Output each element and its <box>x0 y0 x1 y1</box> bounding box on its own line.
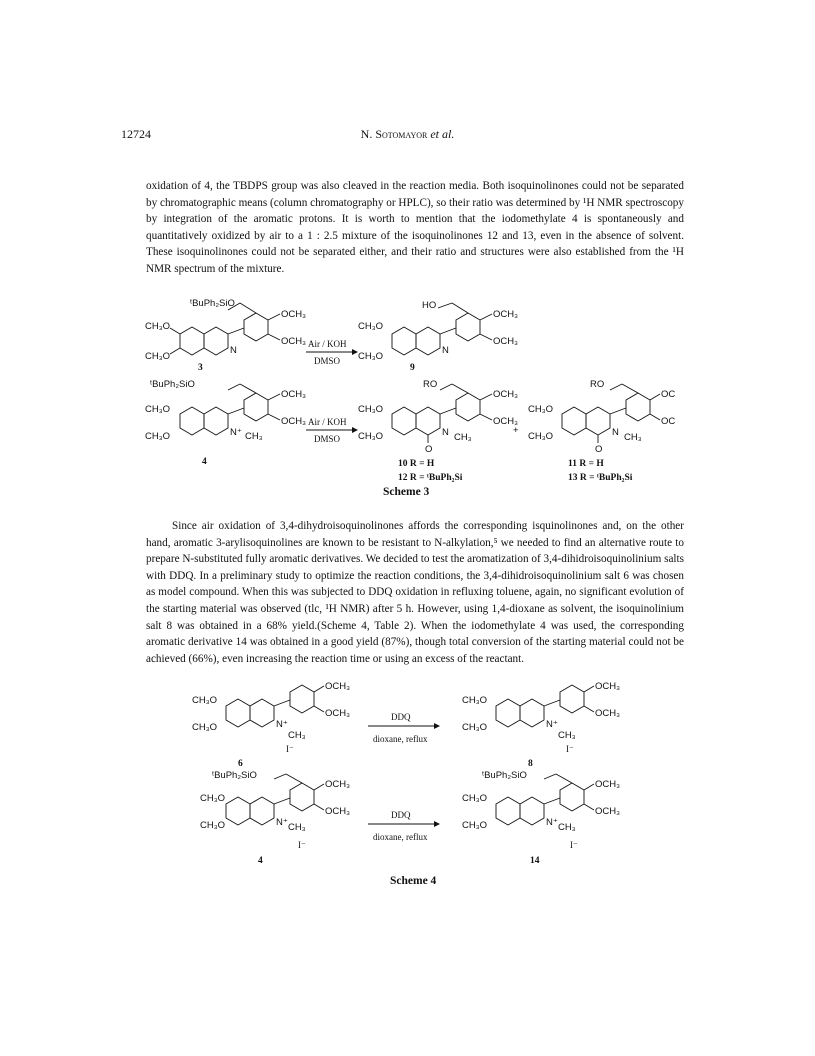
o-label: O <box>595 444 603 455</box>
reagent-air-koh: Air / KOH <box>308 417 347 427</box>
och3-label: OCH₃ <box>281 389 306 400</box>
tbdps-label: ᵗBuPh₂SiO <box>150 379 195 390</box>
compound-10-12-structure <box>358 379 518 455</box>
ch3o-label: CH₃O <box>145 431 170 442</box>
compound-3-label: 3 <box>198 363 203 373</box>
och3-label: OCH₃ <box>595 681 620 692</box>
reagent-dmso: DMSO <box>314 356 341 366</box>
ch3-label: CH₃ <box>558 822 576 833</box>
tbdps-label: ᵗBuPh₂SiO <box>212 770 257 781</box>
reagent-dmso: DMSO <box>314 434 341 444</box>
n-label: N <box>612 427 619 438</box>
och3-label: OCH₃ <box>281 416 306 427</box>
running-head-author: N. Sotomayor <box>360 127 428 141</box>
ch3o-label: CH₃O <box>145 404 170 415</box>
ch3o-label: CH₃O <box>462 695 487 706</box>
tbdps-label: ᵗBuPh₂SiO <box>482 770 527 781</box>
ch3o-label: CH₃O <box>528 404 553 415</box>
iodide-label: I⁻ <box>286 744 294 754</box>
compound-9-structure <box>358 300 518 362</box>
compound-4-structure <box>200 770 350 850</box>
och3-label: OCH₃ <box>595 708 620 719</box>
n-plus-label: N⁺ <box>276 817 288 828</box>
och3-label: OCH₃ <box>493 389 518 400</box>
plus-sign: + <box>513 425 519 436</box>
reagent-dioxane: dioxane, reflux <box>373 734 428 744</box>
ch3o-label: CH₃O <box>145 321 170 332</box>
scheme-4-caption: Scheme 4 <box>390 875 437 887</box>
n-label: N <box>442 427 449 438</box>
och3-label: OCH₃ <box>325 708 350 719</box>
reagent-ddq: DDQ <box>391 810 411 820</box>
ch3o-label: CH₃O <box>528 431 553 442</box>
och3-label: OCH₃ <box>595 806 620 817</box>
compound-11-label: 11 R = H <box>568 459 604 469</box>
oc-label: OC <box>661 416 676 427</box>
ro-label: RO <box>590 379 605 390</box>
iodide-label: I⁻ <box>570 840 578 850</box>
och3-label: OCH₃ <box>281 309 306 320</box>
ch3-label: CH₃ <box>288 730 306 741</box>
ch3o-label: CH₃O <box>358 404 383 415</box>
n-label: N <box>442 345 449 356</box>
paragraph-2: Since air oxidation of 3,4-dihydroisoquinolinones affords the corresponding isquinolinones and, on the other hand, aromatic 3-arylisoquinolines are known to be resistant to N-alkylation,⁵ we needed to find an alternative route to prepare N-substituted fully aromatic derivatives. We decided to test the aromatization of 3,4-dihidroisoquinolinium salts with DDQ. In a preliminary study to optimize the reaction conditions, the 3,4-dihidroisoquinolinium salt 6 was chosen as model compound. When this was subjected to DDQ oxidation in refluxing toluene, again, no significant evolution of the starting material was observed (tlc, ¹H NMR) after 5 h. However, using 1,4-dioxane as solvent, the isoquinolinium salt 8 was obtained in a 68% yield.(Scheme 4, Table 2). When the iodomethylate 4 was used, the corresponding aromatic derivative 14 was obtained in a good yield (87%), though total conversion of the starting material could not be achieved (66%), even increasing the reaction time or using an excess of the reactant. <box>146 520 684 665</box>
o-label: O <box>425 444 433 455</box>
ch3o-label: CH₃O <box>192 722 217 733</box>
ch3o-label: CH₃O <box>358 431 383 442</box>
scheme-3 <box>140 298 680 503</box>
scheme-3-caption: Scheme 3 <box>383 486 430 498</box>
paragraph-1: oxidation of 4, the TBDPS group was also cleaved in the reaction media. Both isoquinolinones could not be separated by chromatographic means (column chromatography or HPLC), so their ratio was determined by ¹H NMR spectroscopy by integration of the aromatic protons. It is worth to mention that the iodomethylate 4 is spontaneously and quantitatively oxidized by air to a 1 : 2.5 mixture of the isoquinolinones 12 and 13, even in the absence of solvent. These isoquinolinones could not be separated either, and their ratio and structures were also established from the ¹H NMR spectrum of the mixture. <box>146 180 684 275</box>
compound-14-structure <box>462 770 620 850</box>
oc-label: OC <box>661 389 676 400</box>
compound-6-structure <box>192 681 350 754</box>
ch3o-label: CH₃O <box>462 722 487 733</box>
reagent-ddq: DDQ <box>391 712 411 722</box>
compound-8-structure <box>462 681 620 754</box>
och3-label: OCH₃ <box>325 806 350 817</box>
ch3o-label: CH₃O <box>358 321 383 332</box>
och3-label: OCH₃ <box>325 779 350 790</box>
ch3-label: CH₃ <box>624 432 642 443</box>
iodide-label: I⁻ <box>298 840 306 850</box>
ch3o-label: CH₃O <box>462 820 487 831</box>
page-number: 12724 <box>121 127 151 141</box>
running-head-suffix: et al. <box>430 127 455 141</box>
ro-label: RO <box>423 379 438 390</box>
compound-12-label: 12 R = ᵗBuPh₂Si <box>398 473 463 483</box>
n-plus-label: N⁺ <box>276 719 288 730</box>
ch3o-label: CH₃O <box>200 793 225 804</box>
n-label: N <box>230 345 237 356</box>
ch3o-label: CH₃O <box>192 695 217 706</box>
och3-label: OCH₃ <box>493 416 518 427</box>
scheme-4 <box>190 678 640 888</box>
running-head <box>0 127 815 142</box>
ch3o-label: CH₃O <box>145 351 170 362</box>
compound-13-label: 13 R = ᵗBuPh₂Si <box>568 473 633 483</box>
ch3-label: CH₃ <box>454 432 472 443</box>
iodide-label: I⁻ <box>566 744 574 754</box>
compound-11-13-structure <box>528 379 675 455</box>
ch3o-label: CH₃O <box>462 793 487 804</box>
compound-3-structure <box>145 298 306 362</box>
tbdps-label: ᵗBuPh₂SiO <box>190 298 235 309</box>
ch3-label: CH₃ <box>558 730 576 741</box>
compound-4-label: 4 <box>258 856 263 866</box>
ch3-label: CH₃ <box>245 431 263 442</box>
och3-label: OCH₃ <box>595 779 620 790</box>
ch3o-label: CH₃O <box>200 820 225 831</box>
n-plus-label: N⁺ <box>546 817 558 828</box>
compound-6-label: 6 <box>238 759 243 769</box>
compound-8-label: 8 <box>528 759 533 769</box>
och3-label: OCH₃ <box>493 336 518 347</box>
n-plus-label: N⁺ <box>546 719 558 730</box>
compound-4-label: 4 <box>202 457 207 467</box>
ch3o-label: CH₃O <box>358 351 383 362</box>
compound-10-label: 10 R = H <box>398 459 435 469</box>
och3-label: OCH₃ <box>493 309 518 320</box>
reagent-air-koh: Air / KOH <box>308 339 347 349</box>
compound-4-structure <box>145 379 306 442</box>
och3-label: OCH₃ <box>281 336 306 347</box>
page-header <box>0 127 815 143</box>
reagent-dioxane: dioxane, reflux <box>373 832 428 842</box>
ch3-label: CH₃ <box>288 822 306 833</box>
n-plus-label: N⁺ <box>230 427 242 438</box>
compound-9-label: 9 <box>410 363 415 373</box>
compound-14-label: 14 <box>530 856 540 866</box>
och3-label: OCH₃ <box>325 681 350 692</box>
ho-label: HO <box>422 300 437 311</box>
